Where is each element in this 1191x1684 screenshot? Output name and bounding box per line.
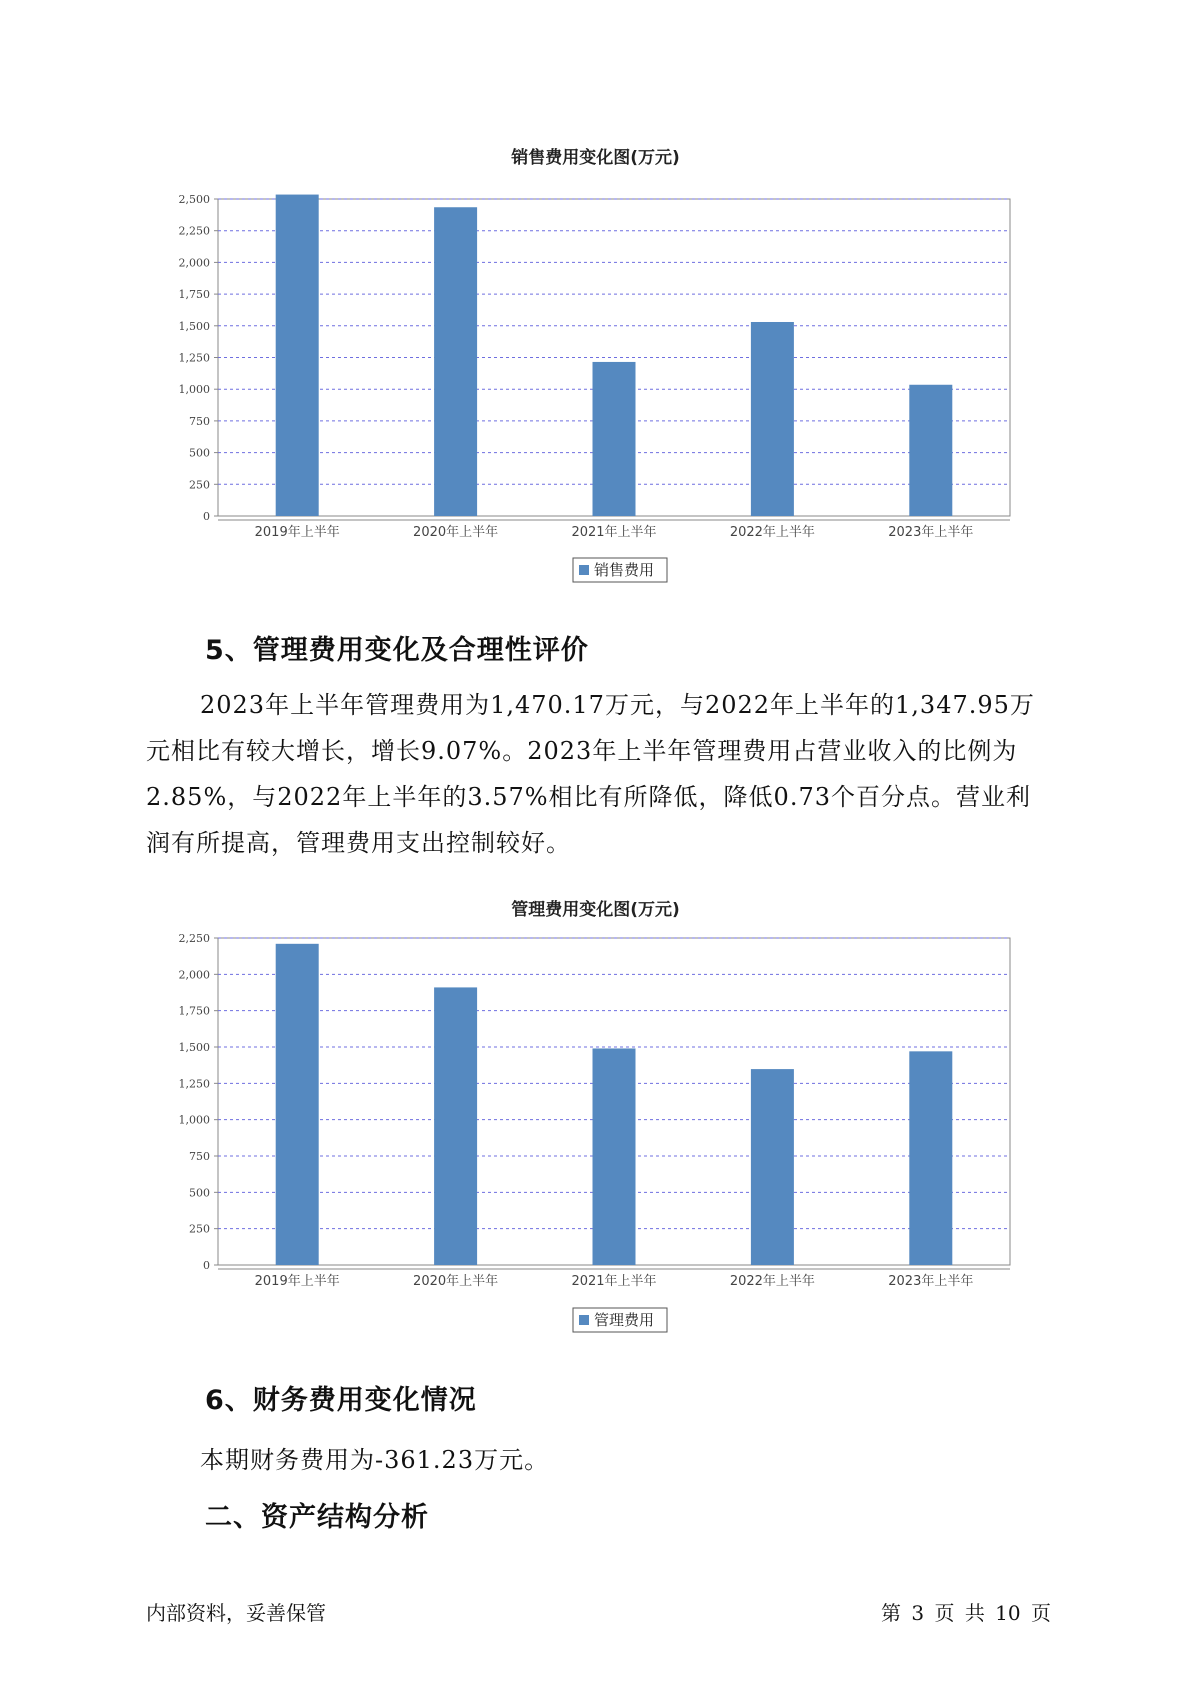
section6-heading: 6、财务费用变化情况 xyxy=(205,1385,477,1416)
y-tick-label: 1,500 xyxy=(178,1041,210,1054)
y-tick-label: 0 xyxy=(203,510,210,523)
y-tick-label: 1,750 xyxy=(178,288,210,302)
legend-label: 管理费用 xyxy=(594,1311,655,1329)
bar xyxy=(909,1051,952,1265)
bar xyxy=(593,1048,636,1265)
y-tick-label: 500 xyxy=(189,1186,210,1200)
footer-page-number: 第 3 页 共 10 页 xyxy=(881,1601,1051,1625)
x-tick-label: 2019年上半年 xyxy=(254,525,340,540)
y-tick-label: 2,250 xyxy=(178,224,210,238)
chart-title-sales-expense: 销售费用变化图(万元) xyxy=(511,148,680,168)
asset-structure-heading: 二、资产结构分析 xyxy=(205,1502,429,1533)
x-tick-label: 2022年上半年 xyxy=(729,1274,815,1289)
x-tick-label: 2022年上半年 xyxy=(729,525,815,540)
x-tick-label: 2020年上半年 xyxy=(413,1274,499,1289)
legend-label: 销售费用 xyxy=(594,561,655,579)
x-tick-label: 2023年上半年 xyxy=(888,525,974,540)
y-tick-label: 250 xyxy=(189,478,210,492)
bar xyxy=(276,944,319,1265)
footer-confidential-note: 内部资料，妥善保管 xyxy=(146,1601,326,1625)
y-tick-label: 0 xyxy=(203,1259,210,1272)
y-tick-label: 750 xyxy=(189,1150,210,1163)
x-tick-label: 2021年上半年 xyxy=(571,525,657,540)
bar xyxy=(434,987,477,1265)
y-tick-label: 250 xyxy=(189,1222,210,1236)
x-tick-label: 2021年上半年 xyxy=(571,1274,657,1289)
chart-title-admin-expense: 管理费用变化图(万元) xyxy=(511,900,680,920)
y-tick-label: 1,750 xyxy=(178,1004,210,1018)
section6-paragraph: 本期财务费用为-361.23万元。 xyxy=(200,1446,550,1474)
legend-swatch xyxy=(579,1315,589,1325)
x-tick-label: 2019年上半年 xyxy=(254,1274,340,1289)
y-tick-label: 2,500 xyxy=(178,193,210,206)
x-tick-label: 2023年上半年 xyxy=(888,1274,974,1289)
y-tick-label: 1,250 xyxy=(178,351,210,365)
y-tick-label: 2,250 xyxy=(178,932,210,945)
y-tick-label: 2,000 xyxy=(178,256,210,270)
bar xyxy=(751,1069,794,1265)
y-tick-label: 1,250 xyxy=(178,1077,210,1091)
y-tick-label: 1,500 xyxy=(178,319,210,333)
y-tick-label: 1,000 xyxy=(178,383,210,397)
y-tick-label: 1,000 xyxy=(178,1113,210,1127)
x-tick-label: 2020年上半年 xyxy=(413,525,499,540)
y-tick-label: 500 xyxy=(189,446,210,460)
y-tick-label: 2,000 xyxy=(178,968,210,982)
section5-heading: 5、管理费用变化及合理性评价 xyxy=(205,635,589,666)
section5-paragraph: 2023年上半年管理费用为1,470.17万元，与2022年上半年的1,347.95万元相比有较大增长，增长9.07%。2023年上半年管理费用占营业收入的比例为2.85%，与2022年上半年的3.57%相比有所降低，降低0.73个百分点。营业利润有所提高，管理费用支出控制较好。 xyxy=(146,691,1035,857)
y-tick-label: 750 xyxy=(189,414,210,428)
